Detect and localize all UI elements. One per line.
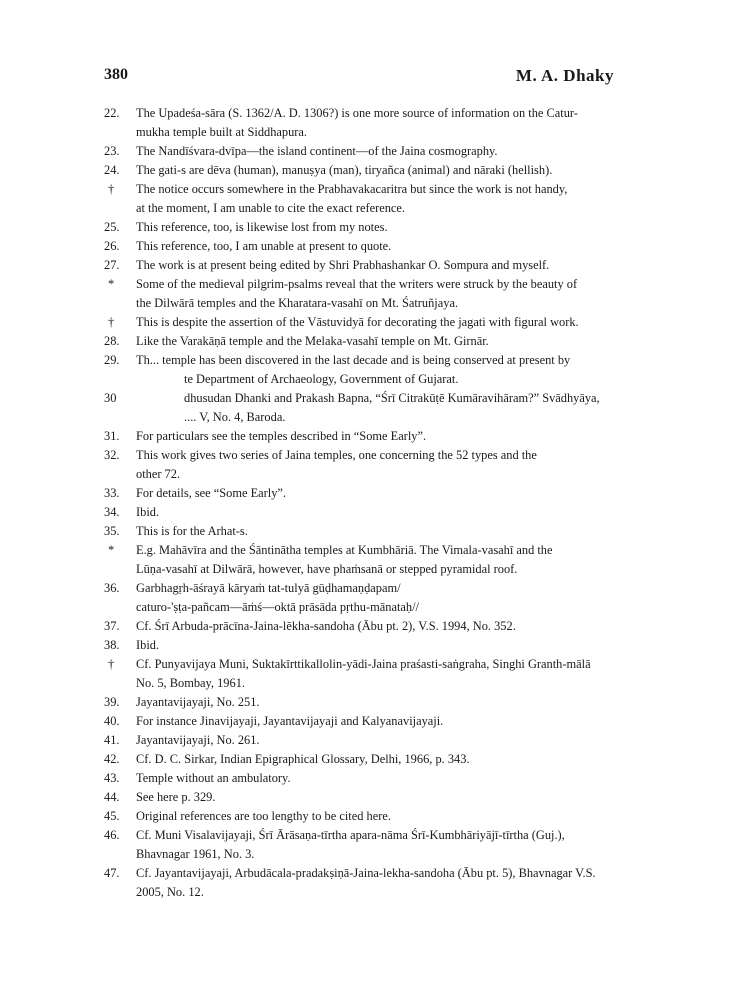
footnote-line: The Upadeśa-sāra (S. 1362/A. D. 1306?) is one more source of information on the Catur-: [136, 106, 578, 120]
footnote-line: the Dilwārā temples and the Kharatara-vasahī on Mt. Śatruñjaya.: [136, 296, 459, 310]
footnote-item: [104, 731, 614, 750]
footnote-line: Original references are too lengthy to be cited here.: [136, 809, 391, 823]
footnote-line: Jayantavijayaji, No. 251.: [136, 695, 260, 709]
footnote-item: [104, 256, 614, 275]
footnote-text: [136, 104, 614, 142]
footnote-line: The notice occurs somewhere in the Prabhavakacaritra but since the work is not handy,: [136, 182, 568, 196]
footnote-item: [104, 313, 614, 332]
footnote-marker: 42.: [104, 752, 120, 766]
footnote-item: [104, 541, 614, 579]
running-head-author: M. A. Dhaky: [515, 66, 614, 85]
footnote-marker: 34.: [104, 505, 120, 519]
footnote-line: The Nandīśvara-dvīpa—the island continent—of the Jaina cosmography.: [136, 144, 498, 158]
footnote-item: [104, 522, 614, 541]
footnote-line: Cf. Śrī Arbuda-prācīna-Jaina-lēkha-sandoha (Ābu pt. 2), V.S. 1994, No. 352.: [136, 619, 516, 633]
footnote-item: [104, 275, 614, 313]
footnote-marker: 47.: [104, 866, 120, 880]
footnote-item: [104, 484, 614, 503]
footnote-item: [104, 142, 614, 161]
footnote-item: [104, 826, 614, 864]
footnote-line: The work is at present being edited by Shri Prabhashankar O. Sompura and myself.: [136, 258, 550, 272]
footnote-text: [136, 313, 614, 332]
footnote-line: Ibid.: [136, 638, 160, 652]
footnote-item: [104, 636, 614, 655]
footnote-line: Lūṇa-vasahī at Dilwārā, however, have phaṁsanā or stepped pyramidal roof.: [136, 562, 518, 576]
footnote-text: [136, 446, 614, 484]
footnote-text: [136, 769, 614, 788]
footnote-item: [104, 693, 614, 712]
footnote-item: [104, 579, 614, 617]
footnote-line: 2005, No. 12.: [136, 885, 204, 899]
footnote-text: [136, 731, 614, 750]
footnote-text: [136, 826, 614, 864]
footnote-text: [136, 617, 614, 636]
footnote-line: dhusudan Dhanki and Prakash Bapna, “Śrī Citrakūṭē Kumāravihāram?” Svādhyāya,: [184, 391, 600, 405]
footnote-marker: 32.: [104, 448, 120, 462]
footnote-line: other 72.: [136, 467, 181, 481]
footnote-text: [136, 484, 614, 503]
footnote-marker: 36.: [104, 581, 120, 595]
footnote-item: [104, 180, 614, 218]
footnote-item: [104, 427, 614, 446]
footnote-marker: 25.: [104, 220, 120, 234]
footnote-text: [136, 655, 614, 693]
footnote-text: [136, 750, 614, 769]
footnote-marker: 24.: [104, 163, 120, 177]
footnote-line: caturo-'ṣṭa-pañcam—āṁś—oktā prāsāda pṛthu-mānataḥ//: [136, 600, 419, 614]
footnote-line: Th... temple has been discovered in the last decade and is being conserved at present by: [136, 353, 571, 367]
page-number: 380: [104, 66, 128, 83]
footnote-line: Temple without an ambulatory.: [136, 771, 291, 785]
footnote-item: [104, 161, 614, 180]
footnote-line: te Department of Archaeology, Government of Gujarat.: [184, 372, 459, 386]
footnote-text: [136, 864, 614, 902]
footnote-marker: 28.: [104, 334, 120, 348]
footnote-marker: 41.: [104, 733, 120, 747]
footnote-marker: 46.: [104, 828, 120, 842]
footnote-marker: 37.: [104, 619, 120, 633]
footnote-item: [104, 351, 614, 389]
footnote-item: [104, 750, 614, 769]
footnote-line: The gati-s are dēva (human), manuṣya (man), tiryañca (animal) and nāraki (hellish).: [136, 163, 553, 177]
footnote-line: This is despite the assertion of the Vāstuvidyā for decorating the jagati with figural work.: [136, 315, 579, 329]
footnote-item: [104, 389, 614, 427]
footnote-line: .... V, No. 4, Baroda.: [184, 410, 286, 424]
footnote-item: [104, 503, 614, 522]
footnote-line: Jayantavijayaji, No. 261.: [136, 733, 260, 747]
footnote-line: For particulars see the temples described in “Some Early”.: [136, 429, 427, 443]
page-header: [104, 66, 614, 90]
footnote-marker: 33.: [104, 486, 120, 500]
footnote-line: E.g. Mahāvīra and the Śāntinātha temples at Kumbhāriā. The Vimala-vasahī and the: [136, 543, 553, 557]
footnote-text: [136, 256, 614, 275]
footnote-marker: 45.: [104, 809, 120, 823]
footnote-marker: †: [108, 657, 115, 671]
footnote-line: For instance Jinavijayaji, Jayantavijayaji and Kalyanavijayaji.: [136, 714, 444, 728]
footnote-marker: 43.: [104, 771, 120, 785]
footnote-line: Some of the medieval pilgrim-psalms reveal that the writers were struck by the beauty of: [136, 277, 578, 291]
footnote-line: Like the Varakāṇā temple and the Melaka-vasahī temple on Mt. Girnār.: [136, 334, 489, 348]
footnote-item: [104, 769, 614, 788]
footnote-marker: 44.: [104, 790, 120, 804]
footnote-line: Cf. D. C. Sirkar, Indian Epigraphical Glossary, Delhi, 1966, p. 343.: [136, 752, 470, 766]
footnote-item: [104, 332, 614, 351]
footnote-line: This reference, too, I am unable at present to quote.: [136, 239, 392, 253]
footnote-marker: *: [108, 277, 115, 291]
footnote-line: Bhavnagar 1961, No. 3.: [136, 847, 255, 861]
footnote-marker: 30: [104, 391, 117, 405]
footnote-marker: 23.: [104, 144, 120, 158]
footnote-text: [136, 712, 614, 731]
footnote-item: [104, 655, 614, 693]
footnote-marker: 26.: [104, 239, 120, 253]
footnote-line: This is for the Arhat-s.: [136, 524, 248, 538]
footnote-text: [136, 389, 614, 427]
footnote-text: [136, 332, 614, 351]
footnote-text: [136, 503, 614, 522]
footnote-text: [136, 522, 614, 541]
footnote-item: [104, 237, 614, 256]
footnote-item: [104, 864, 614, 902]
footnote-line: This work gives two series of Jaina temples, one concerning the 52 types and the: [136, 448, 537, 462]
footnote-text: [136, 693, 614, 712]
footnote-item: [104, 788, 614, 807]
footnote-text: [136, 579, 614, 617]
footnote-text: [136, 275, 614, 313]
footnote-item: [104, 218, 614, 237]
footnote-line: Cf. Jayantavijayaji, Arbudācala-pradakṣiṇā-Jaina-lekha-sandoha (Ābu pt. 5), Bhavnagar V.S.: [136, 866, 596, 880]
footnote-marker: †: [108, 182, 115, 196]
footnote-item: [104, 712, 614, 731]
footnote-text: [136, 180, 614, 218]
footnote-marker: †: [108, 315, 115, 329]
footnote-line: Garbhagṛh-āśrayā kāryaṁ tat-tulyā gūḍhamaṇḍapam/: [136, 581, 401, 595]
footnote-marker: 38.: [104, 638, 120, 652]
footnote-marker: 35.: [104, 524, 120, 538]
footnote-line: at the moment, I am unable to cite the exact reference.: [136, 201, 406, 215]
footnote-text: [136, 161, 614, 180]
footnote-text: [136, 142, 614, 161]
footnote-line: Cf. Muni Visalavijayaji, Śrī Ārāsaṇa-tīrtha apara-nāma Śrī-Kumbhāriyājī-tīrtha (Guj.),: [136, 828, 565, 842]
footnote-marker: *: [108, 543, 115, 557]
footnote-marker: 39.: [104, 695, 120, 709]
footnote-marker: 40.: [104, 714, 120, 728]
footnote-item: [104, 617, 614, 636]
footnote-line: This reference, too, is likewise lost from my notes.: [136, 220, 388, 234]
footnote-line: Cf. Punyavijaya Muni, Suktakīrttikallolin-yādi-Jaina praśasti-saṅgraha, Singhi Granth-mālā: [136, 657, 591, 671]
footnote-line: mukha temple built at Siddhapura.: [136, 125, 308, 139]
footnote-text: [136, 541, 614, 579]
footnote-item: [104, 446, 614, 484]
footnote-marker: 27.: [104, 258, 120, 272]
footnote-line: Ibid.: [136, 505, 160, 519]
footnote-item: [104, 104, 614, 142]
footnote-text: [136, 807, 614, 826]
footnote-text: [136, 636, 614, 655]
footnote-line: For details, see “Some Early”.: [136, 486, 287, 500]
footnote-text: [136, 427, 614, 446]
footnote-marker: 29.: [104, 353, 120, 367]
footnote-text: [136, 351, 614, 389]
footnote-marker: 22.: [104, 106, 120, 120]
footnote-text: [136, 237, 614, 256]
footnote-text: [136, 788, 614, 807]
footnote-line: See here p. 329.: [136, 790, 216, 804]
footnote-marker: 31.: [104, 429, 120, 443]
footnote-line: No. 5, Bombay, 1961.: [136, 676, 245, 690]
footnote-text: [136, 218, 614, 237]
footnotes-list: [104, 104, 614, 902]
footnote-item: [104, 807, 614, 826]
